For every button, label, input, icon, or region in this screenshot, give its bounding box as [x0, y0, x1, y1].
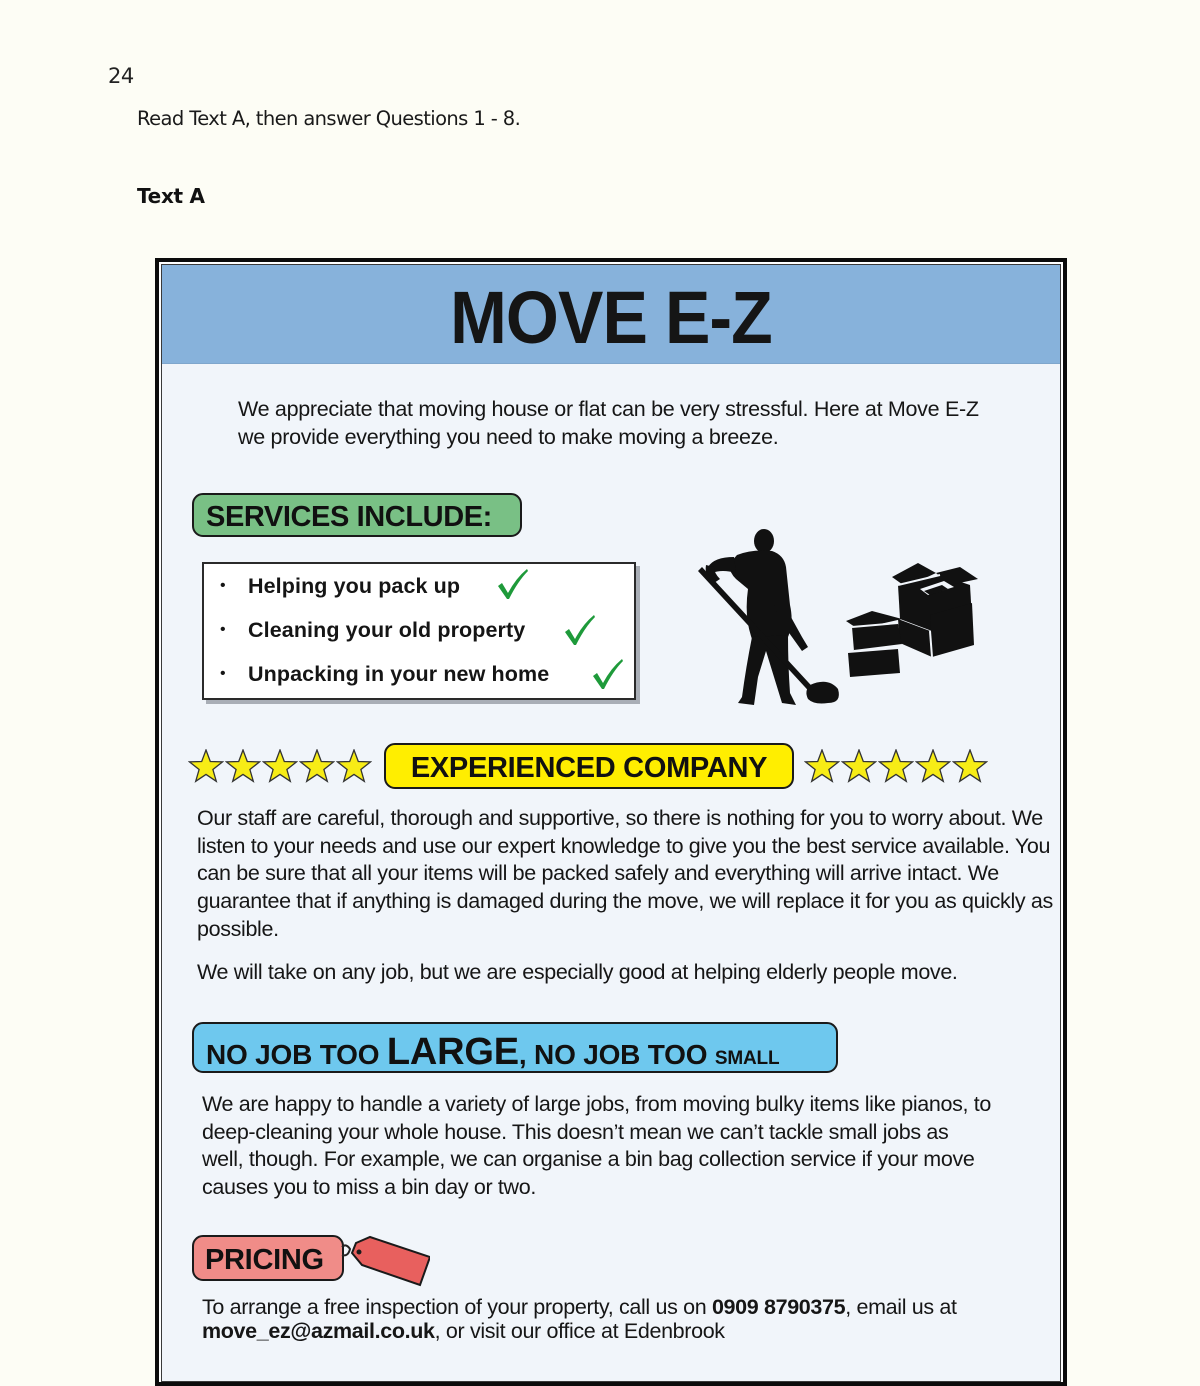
service-item-label: Helping you pack up: [248, 574, 461, 598]
stars-right: [804, 749, 988, 785]
cleaner-and-boxes-illustration: [692, 527, 992, 717]
experienced-paragraph-1: Our staff are careful, thorough and supportive, so there is nothing for you to worry about. We listen to your needs and use our expert knowledge to give you the best service available. You can be sure that all your items will be packed safely and everything will arrive intact. We guarantee that if anything is damaged during the move, we will replace it for you as quickly as possible.: [197, 806, 1053, 941]
advert-frame: [155, 258, 1067, 1386]
service-item: [220, 574, 460, 599]
bullet-icon: •: [220, 665, 226, 682]
advert-header-band: [162, 265, 1060, 364]
heading-large-word: LARGE: [386, 1031, 519, 1073]
experienced-company-heading: EXPERIENCED COMPANY: [384, 743, 794, 789]
page-number: 24: [108, 64, 134, 88]
pricing-text: , email us at: [845, 1295, 957, 1319]
experienced-paragraph-2: We will take on any job, but we are especially good at helping elderly people move.: [197, 960, 958, 984]
pricing-text: To arrange a free inspection of your property, call us on: [202, 1295, 712, 1319]
stars-left: [188, 749, 372, 785]
heading-small-word: SMALL: [714, 1048, 780, 1069]
instruction-text: Read Text A, then answer Questions 1 - 8.: [137, 107, 521, 130]
phone-number: 0909 8790375: [711, 1295, 846, 1319]
star-icon: [952, 749, 988, 784]
star-icon: [188, 749, 224, 784]
moving-boxes-icon: [846, 563, 978, 677]
pricing-heading: PRICING: [192, 1235, 344, 1281]
star-icon: [915, 749, 951, 784]
email-address: move_ez@azmail.co.uk: [202, 1319, 435, 1343]
service-item: [220, 662, 549, 687]
star-icon: [841, 749, 877, 784]
pricing-paragraph: [202, 1295, 1061, 1343]
service-item: [220, 618, 525, 643]
heading-part: NO JOB TOO: [206, 1039, 387, 1070]
advert-intro: We appreciate that moving house or flat can be very stressful. Here at Move E-Z we provide everything you need to make moving a breeze.: [238, 397, 979, 449]
service-item-label: Unpacking in your new home: [248, 662, 550, 686]
star-icon: [262, 749, 298, 784]
checkmark-icon: [589, 656, 625, 692]
advert-title: MOVE E-Z: [450, 276, 772, 359]
star-icon: [225, 749, 261, 784]
star-icon: [336, 749, 372, 784]
service-item-label: Cleaning your old property: [248, 618, 526, 642]
star-icon: [299, 749, 335, 784]
bullet-icon: •: [220, 621, 226, 638]
no-job-paragraph: We are happy to handle a variety of large jobs, from moving bulky items like pianos, to deep-cleaning your whole house. This doesn’t mean we can’t tackle small jobs as well, though. For example, we can organise a bin bag collection service if your move causes you to miss a bin day or two.: [202, 1092, 991, 1200]
heading-part: , NO JOB TOO: [518, 1039, 715, 1070]
services-list: [202, 562, 636, 700]
price-tag-icon: [340, 1235, 430, 1287]
text-a-label: Text A: [137, 184, 205, 208]
checkmark-icon: [561, 612, 597, 648]
star-icon: [878, 749, 914, 784]
man-mopping-icon: [698, 529, 839, 705]
services-heading: SERVICES INCLUDE:: [192, 493, 522, 537]
bullet-icon: •: [220, 577, 226, 594]
pricing-text: , or visit our office at Edenbrook: [434, 1319, 725, 1343]
advert-body: [161, 264, 1061, 1382]
checkmark-icon: [494, 566, 530, 602]
star-icon: [804, 749, 840, 784]
no-job-too-large-heading: [192, 1022, 838, 1073]
